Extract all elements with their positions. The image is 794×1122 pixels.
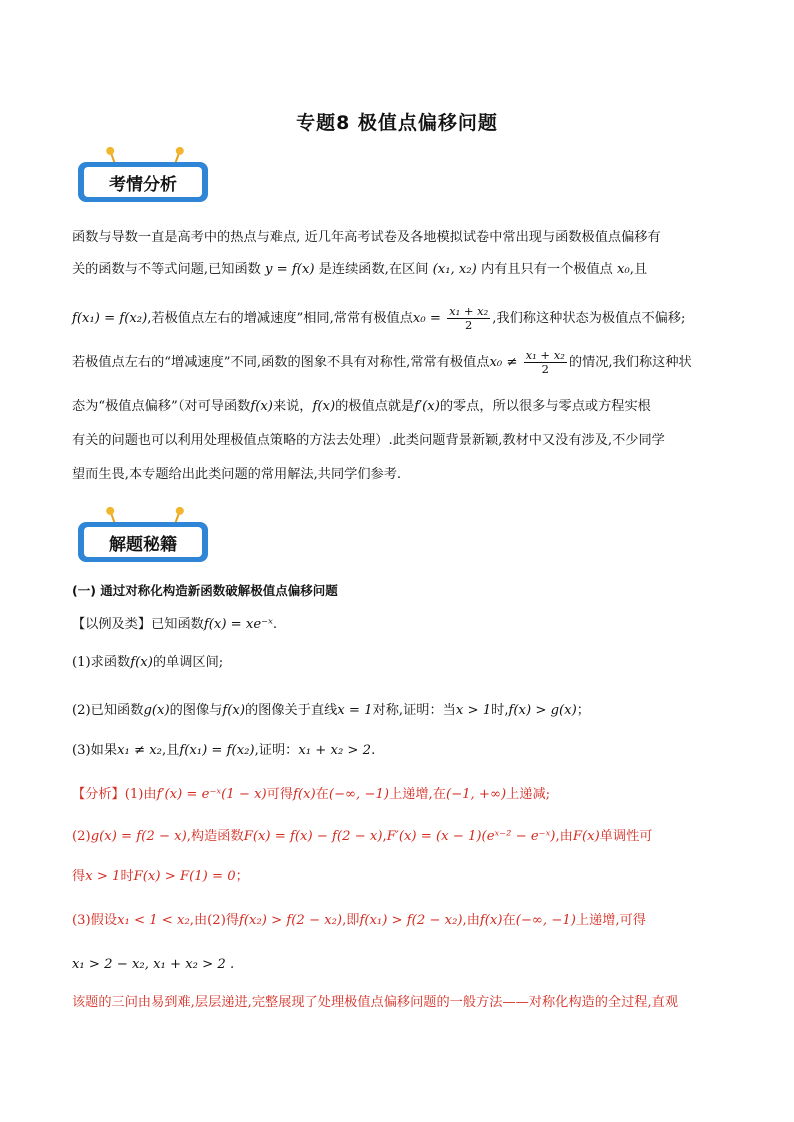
analysis-2: (2)g(x) = f(2 − x),构造函数F(x) = f(x) − f(2 − x),F′(x) = (x − 1)(eˣ⁻² − e⁻ˣ),由F(x)单调性可 — [72, 829, 653, 844]
question-3: (3)如果x₁ ≠ x₂,且f(x₁) = f(x₂),证明：x₁ + x₂ > 2. — [72, 743, 376, 758]
question-2: (2)已知函数g(x)的图像与f(x)的图像关于直线x = 1对称,证明：当x > 1时,f(x) > g(x)； — [72, 703, 590, 718]
fraction: $\frac{\text{x₁ + x₂}}{2}$ — [525, 348, 565, 376]
section-heading: (一) 通过对称化构造新函数破解极值点偏移问题 — [72, 583, 338, 598]
intro-line: 若极值点左右的“增减速度”不同,函数的图象不具有对称性,常常有极值点x₀ ≠ $\frac{\text{x₁ + x₂}}{2}$ 的情况,我们称这种状 — [72, 348, 692, 376]
intro-line: f(x₁) = f(x₂),若极值点左右的增减速度”相同,常常有极值点x₀ = $\frac{\text{x₁ + x₂}}{2}$ ,我们称这种状态为极值点不偏移; — [72, 304, 686, 332]
badge-label: 解题秘籍 — [84, 527, 202, 557]
example-statement: 【以例及类】已知函数f(x) = xe⁻ˣ. — [72, 617, 278, 632]
intro-line: 关的函数与不等式问题,已知函数 y = f(x) 是连续函数,在区间 (x₁, x₂) 内有且只有一个极值点 x₀,且 — [72, 262, 648, 277]
section-badge-analysis — [78, 150, 208, 202]
analysis-3-cont: x₁ > 2 − x₂, x₁ + x₂ > 2 . — [72, 957, 235, 972]
section-badge-secrets — [78, 510, 208, 562]
fraction: $\frac{\text{x₁ + x₂}}{2}$ — [449, 304, 489, 332]
intro-line: 有关的问题也可以利用处理极值点策略的方法去处理）.此类问题背景新颖,教材中又没有涉及,不少同学 — [72, 433, 665, 448]
page-title: 专题8 极值点偏移问题 — [296, 112, 498, 134]
analysis-1: 【分析】(1)由f′(x) = e⁻ˣ(1 − x)可得f(x)在(−∞, −1)上递增,在(−1, +∞)上递减; — [72, 787, 551, 802]
badge-label: 考情分析 — [84, 167, 202, 197]
closing-remark: 该题的三问由易到难,层层递进,完整展现了处理极值点偏移问题的一般方法——对称化构造的全过程,直观 — [72, 995, 679, 1010]
intro-line: 态为“极值点偏移”（对可导函数f(x)来说，f(x)的极值点就是f′(x)的零点，所以很多与零点或方程实根 — [72, 399, 651, 414]
intro-line: 望而生畏,本专题给出此类问题的常用解法,共同学们参考. — [72, 467, 402, 482]
intro-line: 函数与导数一直是高考中的热点与难点, 近几年高考试卷及各地模拟试卷中常出现与函数极值点偏移有 — [72, 230, 661, 245]
analysis-3: (3)假设x₁ < 1 < x₂,由(2)得f(x₂) > f(2 − x₂),即f(x₁) > f(2 − x₂),由f(x)在(−∞, −1)上递增,可得 — [72, 913, 646, 928]
question-1: (1)求函数f(x)的单调区间; — [72, 655, 224, 670]
analysis-2-cont: 得x > 1时F(x) > F(1) = 0； — [72, 869, 249, 884]
